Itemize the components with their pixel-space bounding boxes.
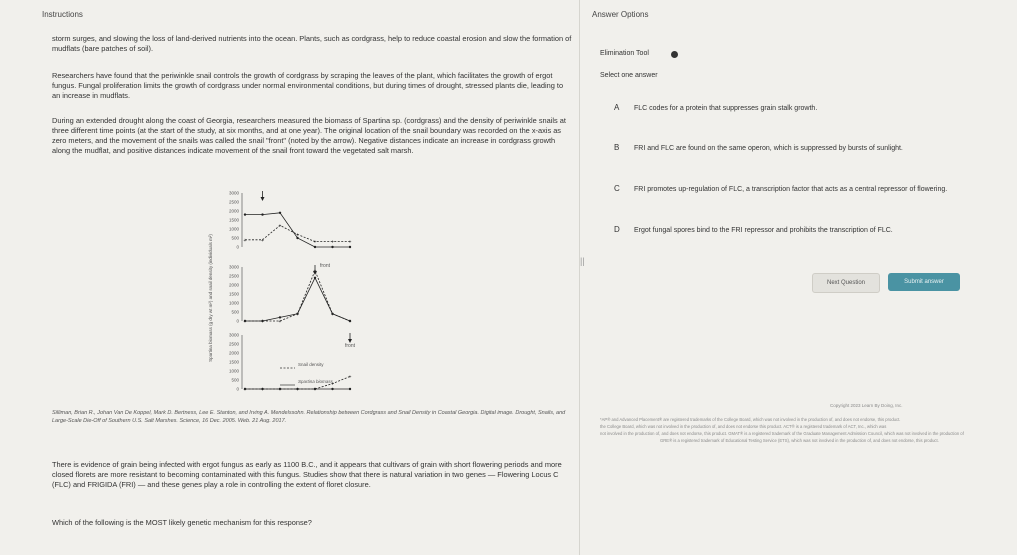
tick-label: 0 (236, 386, 239, 392)
snail-point: + (348, 319, 352, 325)
tick-label: 0 (236, 318, 239, 324)
option-b-text: FRI and FLC are found on the same operon, which is suppressed by bursts of sunlight. (634, 145, 903, 152)
tick-label: 2500 (228, 273, 239, 279)
option-b-letter: B (614, 143, 620, 152)
snail-point: + (313, 239, 317, 246)
question-text: Which of the following is the MOST likely genetic mechanism for this response? (52, 518, 312, 527)
tick-label: 1500 (228, 217, 239, 223)
spartina-point (314, 277, 316, 279)
snail-point: + (348, 374, 352, 381)
passage-paragraph-2: Researchers have found that the periwinkle snail controls the growth of cordgrass by scraping the leaves of the plant, which facilitates the growth of ergot fungus. Fungal proliferation limits the growth of cordgrass under normal environmental conditions, but during times of drought, stressed plants die, leading to an increase in mudflats. (52, 71, 564, 100)
tick-label: 500 (231, 309, 239, 315)
snail-point: + (261, 319, 264, 325)
tick-label: 1000 (228, 226, 239, 232)
front-label-2: front (345, 343, 356, 349)
snail-point: + (296, 232, 299, 239)
option-a-letter: A (614, 103, 620, 112)
spartina-point (331, 246, 333, 248)
spartina-point (244, 213, 246, 215)
tick-label: 2000 (228, 282, 239, 288)
option-a[interactable] (614, 103, 1017, 112)
spartina-point (261, 213, 263, 215)
passage-paragraph-3: During an extended drought along the coast of Georgia, researchers measured the biomass of Spartina sp. (cordgrass) and the density of periwinkle snails at three different time points (at the start of the study, at six months, and at one year). The original location of the snail boundary was recorded on the x-axis as zero meters, and the movement of the snails was called the snail "front" (noted by the arrow). Negative distances indicate an increase in cordgrass growth along the mudflat, and positive distances indicate movement of the snail front toward the vegetated salt marsh. (52, 116, 566, 155)
tick-label: 500 (231, 235, 239, 241)
snail-point: + (296, 311, 299, 318)
legal-line-1: *AP® and Advanced Placement® are registered trademarks of the College Board, which was not involved in the production of, and does not endorse, this product. (600, 417, 901, 422)
tick-label: 1500 (228, 359, 239, 365)
option-c[interactable] (614, 184, 1017, 193)
snail-point: + (313, 387, 317, 393)
spartina-point (349, 388, 351, 390)
snail-point: + (261, 237, 264, 244)
drag-handle-icon[interactable]: || (580, 256, 585, 266)
copyright-text: Copyright 2023 Learn By Doing, Inc. (830, 403, 903, 408)
front-arrowhead (261, 197, 265, 201)
option-d[interactable] (614, 225, 1017, 234)
panel-divider[interactable] (579, 0, 580, 555)
snail-point: + (331, 239, 334, 246)
figure (200, 190, 370, 405)
passage-paragraph-4: There is evidence of grain being infected with ergot fungus as early as 1100 B.C., and it appears that cultivars of grain with short flowering periods and more closed florets are more resistant to becoming contaminated with this fungus. Studies show that there is natural variation in two genes — Flowering Locus C (FLC) and FRIGIDA (FRI) — and these genes play a role in controlling the extent of floret closure. (52, 460, 562, 489)
snail-point: + (278, 387, 282, 393)
snail-point: + (243, 319, 247, 325)
answer-options-header: Answer Options (592, 10, 649, 19)
legal-line-2: the College Board, which was not involved in the production of, and does not endorse this product. ACT® is a registered trademark of ACT, Inc., which was (600, 424, 887, 429)
next-question-button[interactable]: Next Question (812, 273, 880, 293)
tick-label: 1500 (228, 291, 239, 297)
option-b[interactable] (614, 143, 1017, 152)
spartina-point (331, 388, 333, 390)
snail-point: + (261, 387, 264, 393)
snail-point: + (296, 387, 299, 393)
elimination-tool-label: Elimination Tool (600, 50, 649, 57)
snail-point: + (278, 319, 282, 325)
snail-point: + (243, 237, 247, 244)
y-axis-label: Spartina biomass (g dry wt m²) and snail density (individuals m²) (208, 234, 213, 362)
front-label: front (320, 263, 331, 269)
option-c-letter: C (614, 184, 620, 193)
tick-label: 2000 (228, 208, 239, 214)
tick-label: 1000 (228, 368, 239, 374)
snail-point: + (331, 381, 334, 388)
legal-line-3: not involved in the production of, and does not endorse, this product. GMAT® is a registered trademark of the Graduate Management Admission Council, which was not involved in the production of (600, 431, 964, 436)
legend-spartina-label: Spartina biomass (298, 379, 333, 384)
tick-label: 1000 (228, 300, 239, 306)
spartina-point (314, 246, 316, 248)
snail-point: + (243, 387, 247, 393)
tick-label: 2500 (228, 341, 239, 347)
tick-label: 0 (236, 244, 239, 250)
legend-snail-label: Snail density (298, 362, 324, 367)
spartina-point (349, 246, 351, 248)
tick-label: 2000 (228, 350, 239, 356)
tick-label: 3000 (228, 264, 239, 270)
chart-svg (200, 190, 370, 405)
option-c-text: FRI promotes up-regulation of FLC, a transcription factor that acts as a central repressor of flowering. (634, 186, 948, 193)
figure-citation: Silliman, Brian R., Johan Van De Koppel, Mark D. Bertness, Lee E. Stanton, and Irving A. Mendelssohn. Relationship between Cordgrass and Snail Density in Coastal Georgia. Digital image. Drought, Snails, and Large-Scale Die-Off of Southern U.S. Salt Marshes. Science, 16 Dec. 2005. Web. 21 Aug. 2017. (52, 410, 566, 424)
snail-point: + (331, 311, 334, 318)
tick-label: 2500 (228, 199, 239, 205)
instructions-header: Instructions (42, 10, 83, 19)
tick-label: 3000 (228, 332, 239, 338)
select-one-label: Select one answer (600, 72, 658, 79)
snail-point: + (278, 223, 282, 230)
submit-answer-button[interactable]: Submit answer (888, 273, 960, 291)
elimination-toggle[interactable] (671, 51, 678, 58)
passage-paragraph-1: storm surges, and slowing the loss of land-derived nutrients into the ocean. Plants, such as cordgrass, help to reduce coastal erosion and slow the formation of mudflats (bare patches of soil). (52, 34, 572, 53)
option-d-text: Ergot fungal spores bind to the FRI repressor and prohibits the transcription of FLC. (634, 227, 893, 234)
option-a-text: FLC codes for a protein that suppresses grain stalk growth. (634, 105, 818, 112)
snail-point: + (348, 239, 352, 246)
option-d-letter: D (614, 225, 620, 234)
tick-label: 500 (231, 377, 239, 383)
spartina-point (279, 212, 281, 214)
legal-line-4: GRE® is a registered trademark of Educational Testing Service (ETS), which was not involved in the production of, and does not endorse, this product. (660, 438, 939, 443)
tick-label: 3000 (228, 190, 239, 196)
